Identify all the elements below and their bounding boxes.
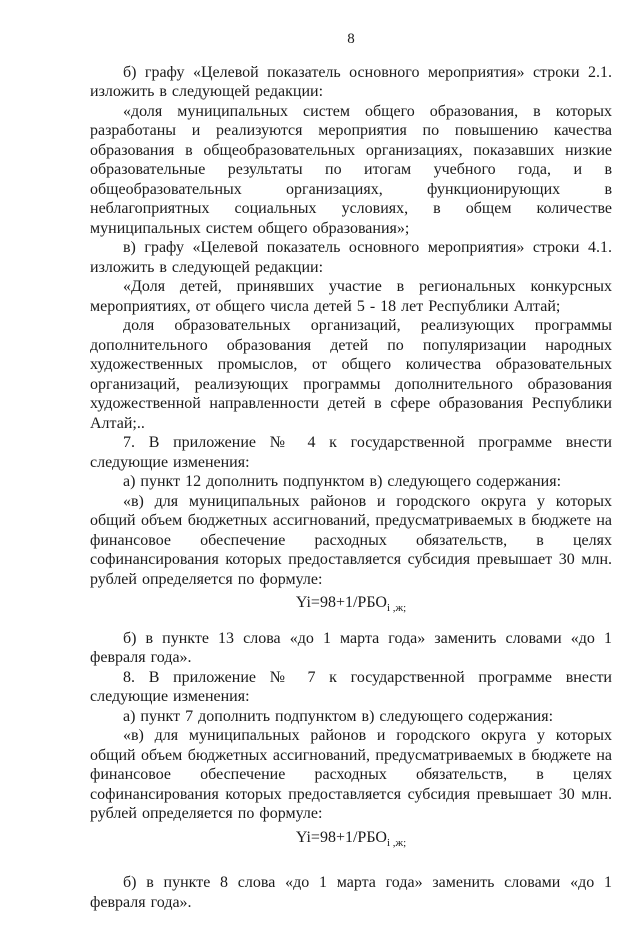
paragraph-share-educational-orgs: доля образовательных организаций, реализующих программы дополнительного образования детей по популяризации народных художественных промыслов, от общего количества образовательных организаций, реализующих программы дополнительного образования художественной направленности детей в сфере образования Республики Алтай;.. xyxy=(90,317,612,432)
formula-1 xyxy=(90,593,612,613)
paragraph-point-8-march-february: б) в пункте 8 слова «до 1 марта года» заменить словами «до 1 февраля года». xyxy=(90,874,612,911)
paragraph-subitem-a-point-12: а) пункт 12 дополнить подпунктом в) следующего содержания: xyxy=(123,473,562,490)
paragraph-subitem-v-districts-budget-2: «в) для муниципальных районов и городского округа у которых общий объем бюджетных ассигнований, предусматриваемых в бюджете на финансовое обеспечение расходных обязательств, в целях софинансирования которых предоставляется субсидия превышает 30 млн. рублей определяется по формуле: xyxy=(90,727,612,822)
paragraph-point-8-annex-7: 8. В приложение № 7 к государственной программе внести следующие изменения: xyxy=(90,668,612,705)
paragraph-subitem-a-point-7: а) пункт 7 дополнить подпунктом в) следующего содержания: xyxy=(123,707,554,725)
paragraph-amend-v-row-4-1: в) графу «Целевой показатель основного мероприятия» строки 4.1. изложить в следующей редакции: xyxy=(90,239,612,276)
paragraph-subitem-v-districts-budget-1: «в) для муниципальных районов и городского округа у которых общий объем бюджетных ассигнований, предусматриваемых в бюджете на финансовое обеспечение расходных обязательств, в целях софинансирования которых предоставляется субсидия превышает 30 млн. рублей определяется по формуле: xyxy=(90,492,612,588)
paragraph-share-municipal-systems: «доля муниципальных систем общего образования, в которых разработаны и реализуются мероприятия по повышению качества образования в общеобразовательных организациях, показавших низкие образовательные результаты по итогам учебного года, и в общеобразовательных организациях, функционирующих в неблагоприятных социальных условиях, в общем количестве муниципальных систем общего образования»; xyxy=(90,102,612,237)
formula-2-subscript: i ,ж; xyxy=(386,836,407,849)
formula-2-base: Yi=98+1/РБО xyxy=(295,828,387,846)
paragraph-point-7-annex-4: 7. В приложение № 4 к государственной программе внести следующие изменения: xyxy=(90,434,612,471)
paragraph-amend-b-row-2-1: б) графу «Целевой показатель основного мероприятия» строки 2.1. изложить в следующей редакции: xyxy=(90,63,612,100)
paragraph-point-13-march-february: б) в пункте 13 слова «до 1 марта года» заменить словами «до 1 февраля года». xyxy=(90,629,612,666)
paragraph-share-children-contests: «Доля детей, принявших участие в региональных конкурсных мероприятиях, от общего числа детей 5 - 18 лет Республики Алтай; xyxy=(90,278,612,315)
formula-2 xyxy=(90,828,612,848)
formula-1-subscript: i ,ж; xyxy=(386,602,407,615)
formula-1-base: Yi=98+1/РБО xyxy=(295,594,387,611)
page-number: 8 xyxy=(347,31,355,47)
